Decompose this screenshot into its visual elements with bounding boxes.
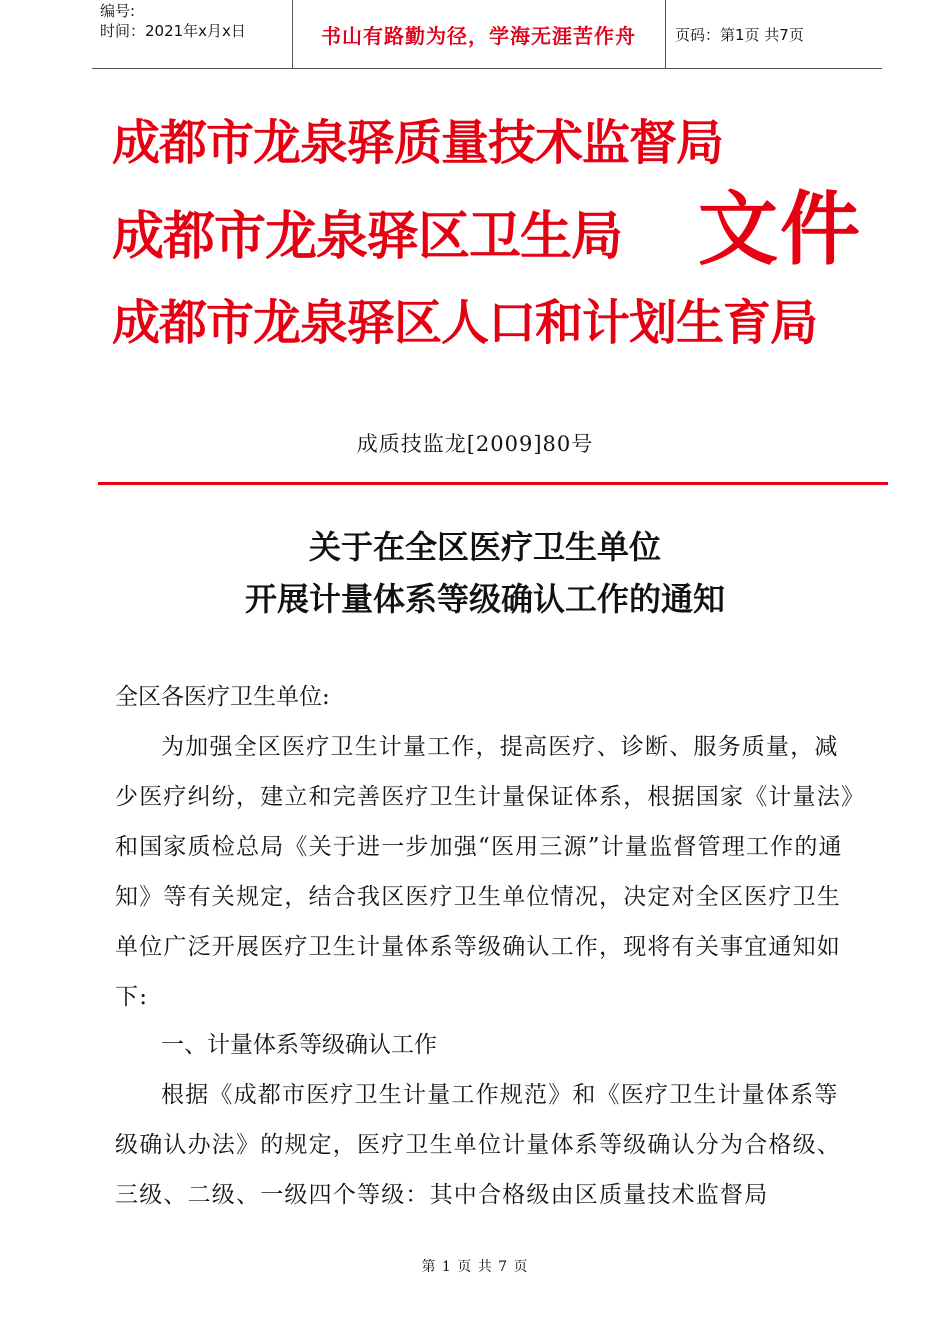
header-meta-cell (92, 0, 293, 68)
notice-title-line1: 关于在全区医疗卫生单位 (308, 528, 661, 566)
page-indicator: 页码：第1页 共7页 (675, 25, 804, 44)
page-header (92, 0, 882, 69)
header-page-cell (665, 0, 882, 68)
header-motto-cell (292, 0, 666, 68)
document-word: 文件 (698, 182, 862, 276)
time-label: 时间：2021年x月x日 (100, 22, 246, 40)
red-divider (98, 482, 888, 485)
salutation: 全区各医疗卫生单位: (115, 684, 330, 710)
page-footer: 第 1 页 共 7 页 (421, 1259, 529, 1275)
agency-quality-bureau: 成都市龙泉驿质量技术监督局 (112, 115, 724, 171)
section-heading-1: 一、计量体系等级确认工作 (161, 1032, 437, 1058)
number-label: 编号: (100, 2, 136, 20)
agency-health-bureau: 成都市龙泉驿区卫生局 (112, 206, 623, 267)
paragraph-intro: 为加强全区医疗卫生计量工作，提高医疗、诊断、服务质量，减少医疗纠纷，建立和完善医疗卫生计量保证体系，根据国家《计量法》和国家质检总局《关于进一步加强“医用三源”计量监督管理工作的通知》等有关规定，结合我区医疗卫生单位情况，决定对全区医疗卫生单位广泛开展医疗卫生计量体系等级确认工作，现将有关事宜通知如下: (115, 734, 854, 1010)
notice-title-line2: 开展计量体系等级确认工作的通知 (244, 580, 725, 618)
agency-family-planning-bureau: 成都市龙泉驿区人口和计划生育局 (112, 295, 818, 351)
motto-text: 书山有路勤为径，学海无涯苦作舟 (321, 23, 636, 48)
paragraph-levels: 根据《成都市医疗卫生计量工作规范》和《医疗卫生计量体系等级确认办法》的规定，医疗卫生单位计量体系等级确认分为合格级、三级、二级、一级四个等级：其中合格级由区质量技术监督局 (115, 1082, 841, 1208)
document-number: 成质技监龙[2009]80号 (356, 432, 594, 456)
